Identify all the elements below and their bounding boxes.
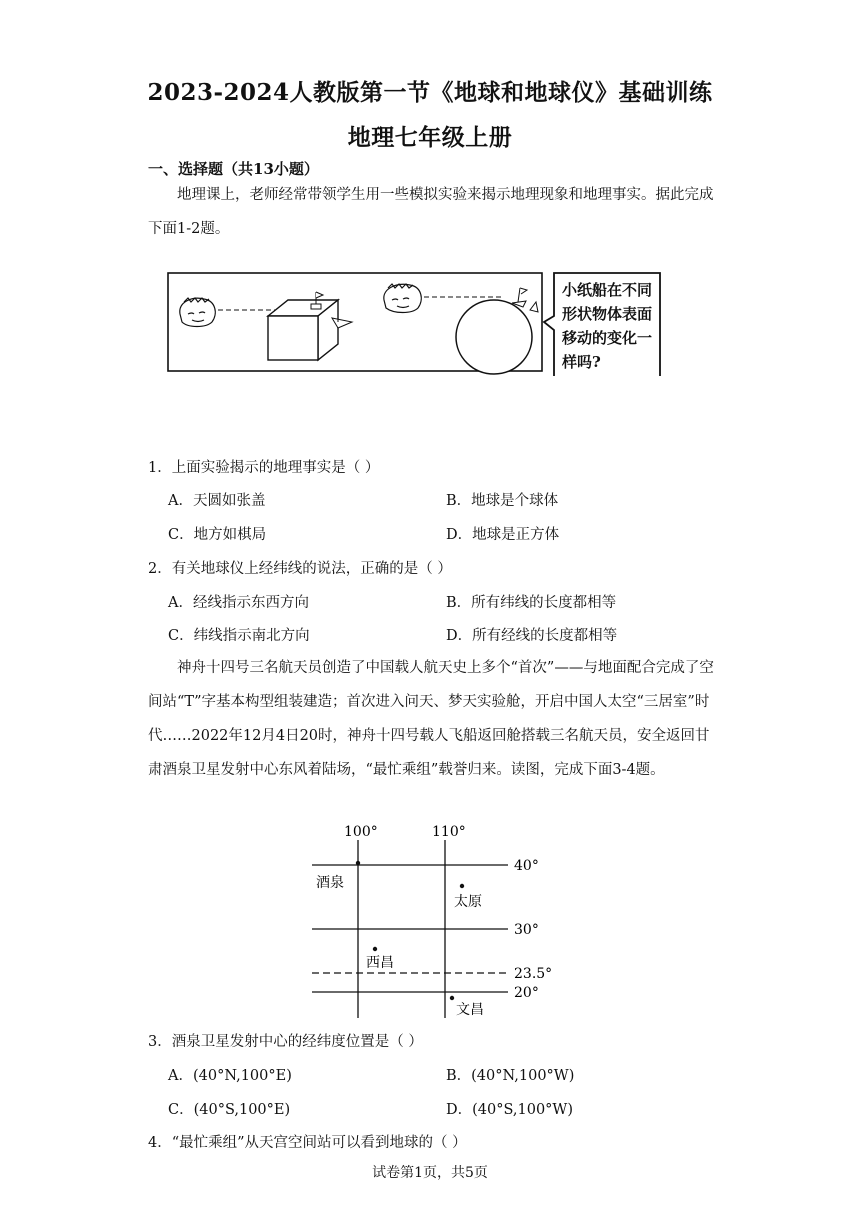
page-title: 2023-2024人教版第一节《地球和地球仪》基础训练 bbox=[147, 79, 713, 106]
latitude-label-20: 20° bbox=[514, 985, 539, 1001]
question-2-option-c[interactable]: C．纬线指示南北方向 bbox=[168, 628, 310, 644]
sphere-object bbox=[456, 300, 532, 374]
jiuquan-dot bbox=[356, 861, 360, 865]
question-1-option-c[interactable]: C．地方如棋局 bbox=[168, 527, 267, 543]
question-3-stem: 3．酒泉卫星发射中心的经纬度位置是（ ） bbox=[148, 1034, 423, 1050]
question-2-option-a[interactable]: A．经线指示东西方向 bbox=[168, 595, 309, 611]
longitude-label-110: 110° bbox=[432, 824, 466, 840]
latitude-label-30: 30° bbox=[514, 922, 539, 938]
question-1-option-a[interactable]: A．天圆如张盖 bbox=[168, 493, 266, 509]
xichang-dot bbox=[373, 947, 377, 951]
question-4-stem: 4．“最忙乘组”从天宫空间站可以看到地球的（ ） bbox=[148, 1135, 467, 1151]
observer-face-left-icon bbox=[180, 298, 215, 327]
question-2-stem: 2．有关地球仪上经纬线的说法，正确的是（ ） bbox=[148, 561, 452, 577]
bubble-line-2: 形状物体表面 bbox=[562, 305, 653, 323]
longitude-label-100: 100° bbox=[344, 824, 378, 840]
place-label-jiuquan: 酒泉 bbox=[316, 875, 344, 891]
passage-1: 地理课上，老师经常带领学生用一些模拟实验来揭示地理现象和地理事实。据此完成下面1-2题。 bbox=[148, 187, 714, 237]
place-label-xichang: 西昌 bbox=[366, 955, 394, 971]
question-1-option-d[interactable]: D．地球是正方体 bbox=[446, 527, 560, 543]
lat-long-map-figure bbox=[308, 822, 568, 1022]
section-heading: 一、选择题（共13小题） bbox=[148, 160, 319, 178]
question-3-option-d[interactable]: D．(40°S,100°W) bbox=[446, 1102, 573, 1118]
question-3-option-c[interactable]: C．(40°S,100°E) bbox=[168, 1102, 291, 1118]
place-label-taiyuan: 太原 bbox=[454, 894, 482, 910]
boat-experiment-figure bbox=[166, 270, 696, 376]
question-1-stem: 1．上面实验揭示的地理事实是（ ） bbox=[148, 460, 380, 476]
taiyuan-dot bbox=[460, 884, 464, 888]
bubble-line-3: 移动的变化一 bbox=[562, 329, 653, 347]
wenchang-dot bbox=[450, 996, 454, 1000]
place-label-wenchang: 文昌 bbox=[456, 1002, 484, 1018]
latitude-label-23-5: 23.5° bbox=[514, 966, 553, 982]
cube-object bbox=[268, 300, 338, 360]
question-3-option-a[interactable]: A．(40°N,100°E) bbox=[168, 1068, 292, 1084]
question-2-option-b[interactable]: B．所有纬线的长度都相等 bbox=[446, 595, 617, 611]
latitude-label-40: 40° bbox=[514, 858, 539, 874]
passage-2: 神舟十四号三名航天员创造了中国载人航天史上多个“首次”——与地面配合完成了空间站“T”字基本构型组装建造；首次进入问天、梦天实验舱，开启中国人太空“三居室”时代……2022年12月4日20时，神舟十四号载人飞船返回舱搭载三名航天员，安全返回甘肃酒泉卫星发射中心东风着陆场，“最忙乘组”载誉归来。读图，完成下面3-4题。 bbox=[148, 660, 714, 778]
question-3-option-b[interactable]: B．(40°N,100°W) bbox=[446, 1068, 575, 1084]
page-subtitle: 地理七年级上册 bbox=[347, 124, 513, 151]
bubble-line-4: 样吗? bbox=[562, 353, 601, 371]
bubble-line-1: 小纸船在不同 bbox=[562, 281, 653, 299]
observer-face-right-icon bbox=[384, 284, 421, 313]
page-footer: 试卷第1页，共5页 bbox=[372, 1165, 488, 1181]
question-2-option-d[interactable]: D．所有经线的长度都相等 bbox=[446, 628, 618, 644]
question-1-option-b[interactable]: B．地球是个球体 bbox=[446, 493, 559, 509]
